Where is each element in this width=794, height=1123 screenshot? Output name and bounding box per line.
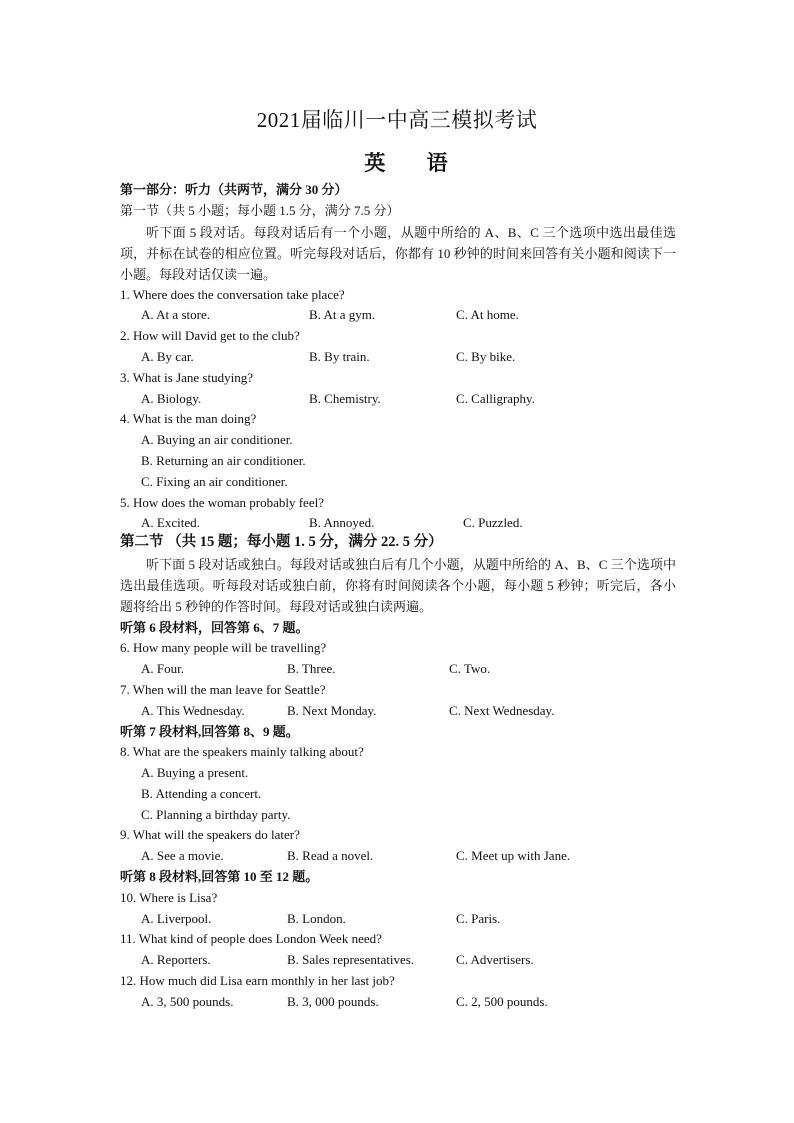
question-stem: 4. What is the man doing? bbox=[120, 411, 257, 426]
option-a: A. At a store. bbox=[141, 307, 210, 322]
section2-heading: 第二节 （共 15 题；每小题 1. 5 分，满分 22. 5 分） bbox=[120, 534, 443, 550]
option-a: A. Buying a present. bbox=[141, 765, 249, 780]
option-a: A. See a movie. bbox=[141, 848, 224, 863]
option-c: C. Meet up with Jane. bbox=[456, 848, 571, 863]
option-b: B. Sales representatives. bbox=[287, 952, 415, 967]
option-a: A. Buying an air conditioner. bbox=[141, 432, 293, 447]
option-c: C. Calligraphy. bbox=[456, 391, 535, 406]
option-a: A. Reporters. bbox=[141, 952, 211, 967]
option-b: B. 3, 000 pounds. bbox=[287, 994, 379, 1009]
option-c: C. Two. bbox=[449, 661, 491, 676]
question-stem: 6. How many people will be travelling? bbox=[120, 640, 327, 655]
option-b: B. Three. bbox=[287, 661, 336, 676]
option-b: B. Next Monday. bbox=[287, 703, 377, 718]
section1-heading: 第一节（共 5 小题；每小题 1.5 分，满分 7.5 分） bbox=[120, 203, 400, 218]
question-stem: 11. What kind of people does London Week need? bbox=[120, 931, 382, 946]
option-c: C. Fixing an air conditioner. bbox=[141, 474, 288, 489]
section1-instruction: 听下面 5 段对话。每段对话后有一个小题，从题中所给的 A、B、C 三个选项中选出最佳选项，并标在试卷的相应位置。听完每段对话后，你都有 10 秒钟的时间来回答有关小题和阅读下一小题。每段对话仅读一遍。 bbox=[120, 225, 676, 282]
option-c: C. Puzzled. bbox=[463, 515, 523, 530]
option-a: A. Biology. bbox=[141, 391, 202, 406]
material-heading: 听第 8 段材料,回答第 10 至 12 题。 bbox=[120, 869, 319, 884]
option-b: B. Annoyed. bbox=[309, 515, 375, 530]
material-heading: 听第 7 段材料,回答第 8、9 题。 bbox=[120, 724, 299, 739]
option-b: B. Attending a concert. bbox=[141, 786, 262, 801]
option-c: C. Next Wednesday. bbox=[449, 703, 555, 718]
question-stem: 10. Where is Lisa? bbox=[120, 890, 218, 905]
question-stem: 12. How much did Lisa earn monthly in her last job? bbox=[120, 973, 395, 988]
option-a: A. 3, 500 pounds. bbox=[141, 994, 234, 1009]
option-a: A. This Wednesday. bbox=[141, 703, 245, 718]
material-heading: 听第 6 段材料，回答第 6、7 题。 bbox=[120, 620, 309, 635]
option-b: B. Chemistry. bbox=[309, 391, 381, 406]
subject-title: 英 语 bbox=[364, 151, 466, 175]
option-c: C. Advertisers. bbox=[456, 952, 534, 967]
option-a: A. Liverpool. bbox=[141, 911, 212, 926]
question-stem: 3. What is Jane studying? bbox=[120, 370, 253, 385]
question-stem: 9. What will the speakers do later? bbox=[120, 827, 300, 842]
option-c: C. Planning a birthday party. bbox=[141, 807, 291, 822]
question-stem: 1. Where does the conversation take place? bbox=[120, 287, 345, 302]
exam-title: 2021届临川一中高三模拟考试 bbox=[256, 108, 538, 132]
option-b: B. Read a novel. bbox=[287, 848, 374, 863]
option-a: A. By car. bbox=[141, 349, 194, 364]
part1-heading: 第一部分：听力（共两节，满分 30 分） bbox=[120, 182, 348, 197]
question-stem: 2. How will David get to the club? bbox=[120, 328, 300, 343]
option-a: A. Four. bbox=[141, 661, 184, 676]
option-a: A. Excited. bbox=[141, 515, 200, 530]
option-c: C. By bike. bbox=[456, 349, 516, 364]
option-b: B. Returning an air conditioner. bbox=[141, 453, 306, 468]
option-b: B. London. bbox=[287, 911, 346, 926]
option-b: B. By train. bbox=[309, 349, 370, 364]
option-c: C. Paris. bbox=[456, 911, 501, 926]
question-stem: 5. How does the woman probably feel? bbox=[120, 495, 324, 510]
section2-instruction: 听下面 5 段对话或独白。每段对话或独白后有几个小题，从题中所给的 A、B、C 三个选项中选出最佳选项。听每段对话或独白前，你将有时间阅读各个小题，每小题 5 秒钟；听完后，各小题将给出 5 秒钟的作答时间。每段对话或独白读两遍。 bbox=[120, 557, 676, 614]
option-c: C. At home. bbox=[456, 307, 519, 322]
option-c: C. 2, 500 pounds. bbox=[456, 994, 548, 1009]
question-stem: 8. What are the speakers mainly talking about? bbox=[120, 744, 364, 759]
question-stem: 7. When will the man leave for Seattle? bbox=[120, 682, 326, 697]
option-b: B. At a gym. bbox=[309, 307, 376, 322]
